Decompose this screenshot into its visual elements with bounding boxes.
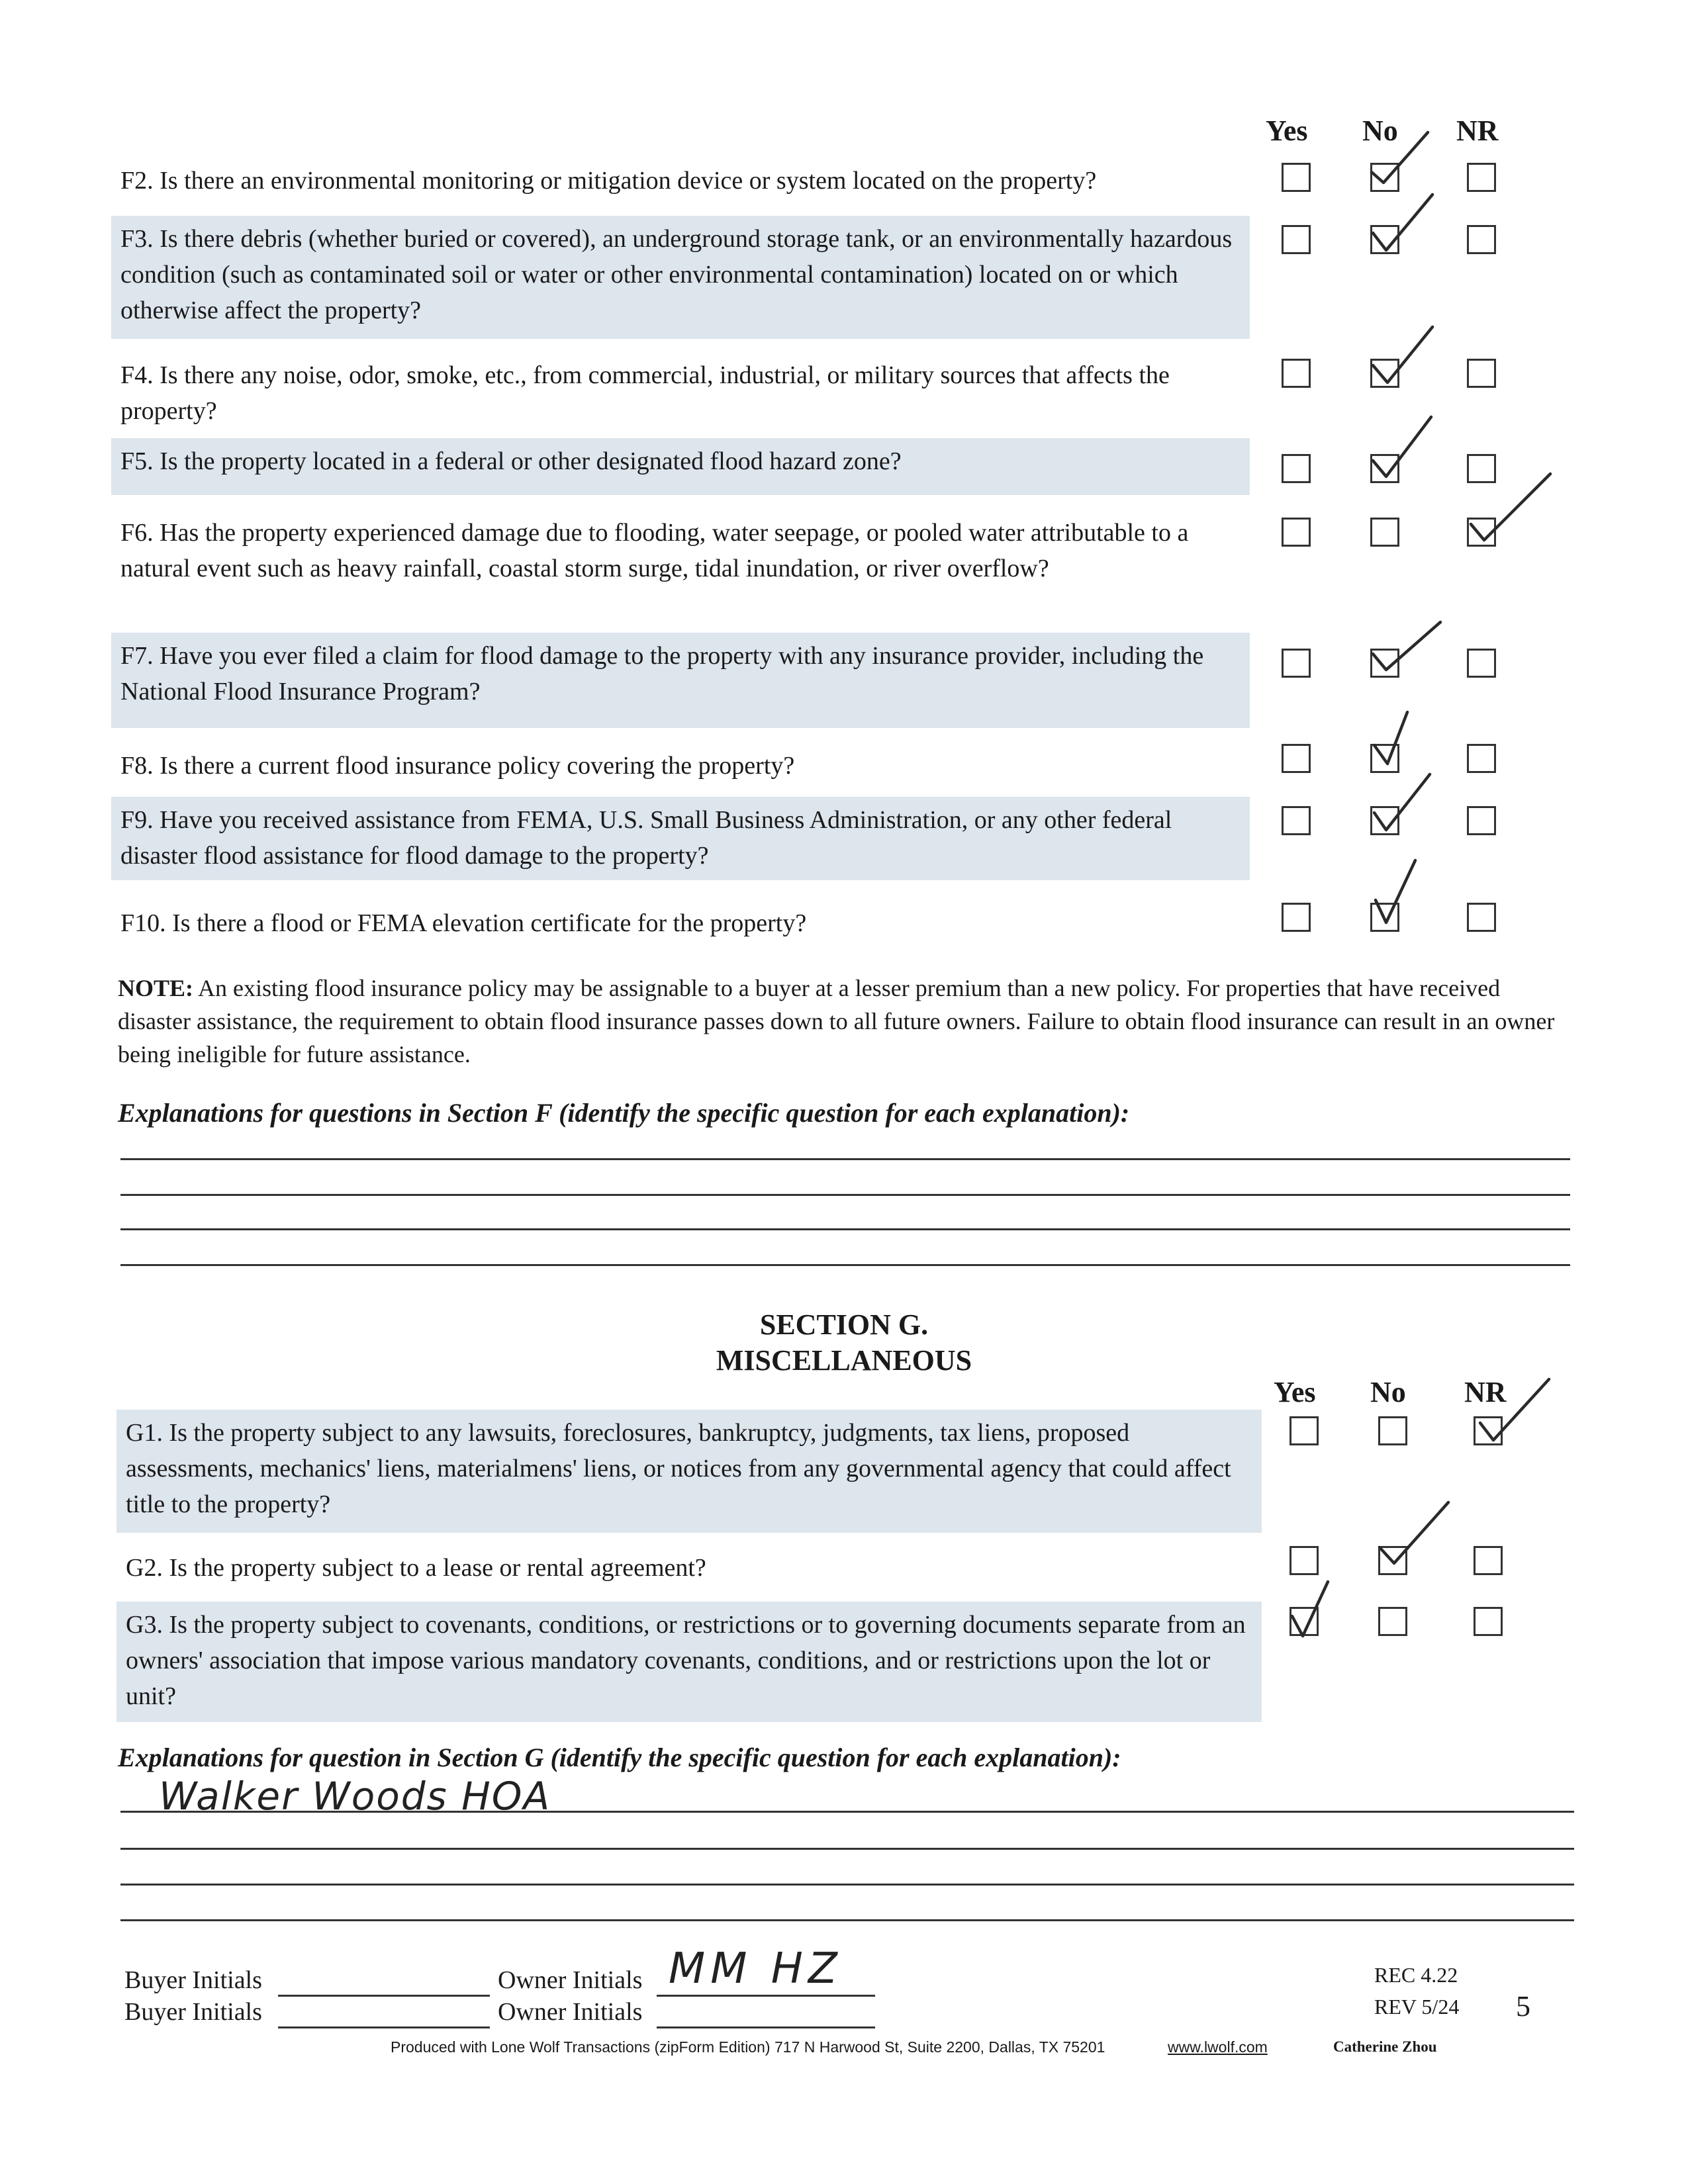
question-f7: F7. Have you ever filed a claim for flood damage to the property with any insurance provider, including the National Flood Insurance Program? — [111, 633, 1250, 728]
form-revision: REV 5/24 — [1374, 1995, 1460, 2019]
section-f-explanation-line-3[interactable] — [120, 1228, 1570, 1230]
f3-yes-checkbox[interactable] — [1282, 225, 1311, 254]
owner-initials-line-2[interactable] — [657, 2026, 875, 2028]
f4-no-checkbox[interactable] — [1370, 359, 1399, 388]
f5-nr-checkbox[interactable] — [1467, 454, 1496, 483]
question-f10: F10. Is there a flood or FEMA elevation certificate for the property? — [120, 909, 807, 937]
f10-nr-checkbox[interactable] — [1467, 903, 1496, 932]
f4-yes-checkbox[interactable] — [1282, 359, 1311, 388]
f2-yes-checkbox[interactable] — [1282, 163, 1311, 192]
buyer-initials-line-1[interactable] — [278, 1995, 490, 1997]
g2-no-checkbox[interactable] — [1378, 1546, 1407, 1575]
note-label: NOTE: — [118, 975, 194, 1001]
g3-nr-checkbox[interactable] — [1474, 1607, 1503, 1636]
f4-nr-checkbox[interactable] — [1467, 359, 1496, 388]
section-g-explanation-line-3[interactable] — [120, 1884, 1574, 1886]
buyer-initials-label-2: Buyer Initials — [124, 1998, 262, 2026]
col-header-nr: NR — [1456, 114, 1499, 147]
owner-initials-label-1: Owner Initials — [498, 1966, 643, 1994]
section-g-explanation-line-4[interactable] — [120, 1919, 1574, 1921]
f6-no-checkbox[interactable] — [1370, 518, 1399, 547]
page-number: 5 — [1516, 1990, 1530, 2023]
section-g-handwritten-explanation: Walker Woods HOA — [159, 1774, 551, 1819]
user-name: Catherine Zhou — [1333, 2038, 1437, 2055]
f6-yes-checkbox[interactable] — [1282, 518, 1311, 547]
section-g-title: SECTION G. — [759, 1308, 929, 1341]
f7-yes-checkbox[interactable] — [1282, 649, 1311, 678]
question-f3: F3. Is there debris (whether buried or covered), an underground storage tank, or an environmentally hazardous condition (such as contaminated soil or water or other environmental contamination) located on or which otherwise affect the property? — [111, 216, 1250, 339]
g3-yes-checkbox[interactable] — [1289, 1607, 1319, 1636]
section-f-explanation-line-4[interactable] — [120, 1264, 1570, 1266]
question-f8: F8. Is there a current flood insurance policy covering the property? — [120, 752, 795, 780]
f7-nr-checkbox[interactable] — [1467, 649, 1496, 678]
section-f-explanation-line-1[interactable] — [120, 1158, 1570, 1160]
section-g-subtitle: MISCELLANEOUS — [716, 1344, 972, 1377]
g1-yes-checkbox[interactable] — [1289, 1416, 1319, 1445]
f10-no-checkbox[interactable] — [1370, 903, 1399, 932]
g1-nr-checkbox[interactable] — [1474, 1416, 1503, 1445]
g3-no-checkbox[interactable] — [1378, 1607, 1407, 1636]
g-col-header-yes: Yes — [1274, 1376, 1316, 1408]
f5-no-checkbox[interactable] — [1370, 454, 1399, 483]
section-g-explanation-label: Explanations for question in Section G (identify the specific question for each explanation): — [118, 1743, 1121, 1772]
f9-no-checkbox[interactable] — [1370, 806, 1399, 835]
f5-yes-checkbox[interactable] — [1282, 454, 1311, 483]
g2-nr-checkbox[interactable] — [1474, 1546, 1503, 1575]
f7-no-checkbox[interactable] — [1370, 649, 1399, 678]
owner-initials-label-2: Owner Initials — [498, 1998, 643, 2026]
question-f6: F6. Has the property experienced damage due to flooding, water seepage, or pooled water attributable to a natural event such as heavy rainfall, coastal storm surge, tidal inundation, or river overflow? — [120, 519, 1189, 582]
owner-initials-handwritten: MM HZ — [669, 1944, 843, 1993]
section-g-explanation-line-1[interactable] — [120, 1811, 1574, 1813]
question-f9: F9. Have you received assistance from FEMA, U.S. Small Business Administration, or any other federal disaster flood assistance for flood damage to the property? — [111, 797, 1250, 880]
form-code: REC 4.22 — [1374, 1963, 1458, 1987]
buyer-initials-label-1: Buyer Initials — [124, 1966, 262, 1994]
question-g2: G2. Is the property subject to a lease or rental agreement? — [126, 1554, 706, 1582]
owner-initials-line-1[interactable] — [657, 1995, 875, 1997]
section-f-explanation-label: Explanations for questions in Section F (identify the specific question for each explanation): — [118, 1098, 1130, 1128]
question-g1: G1. Is the property subject to any lawsuits, foreclosures, bankruptcy, judgments, tax liens, proposed assessments, mechanics' liens, materialmens' liens, or notices from any governmental agency that could affect title to the property? — [117, 1410, 1262, 1533]
f10-yes-checkbox[interactable] — [1282, 903, 1311, 932]
question-f4: F4. Is there any noise, odor, smoke, etc., from commercial, industrial, or military sources that affects the property? — [120, 361, 1170, 425]
lwolf-website-link[interactable]: www.lwolf.com — [1168, 2038, 1268, 2056]
f8-no-checkbox[interactable] — [1370, 744, 1399, 773]
question-f5: F5. Is the property located in a federal or other designated flood hazard zone? — [111, 438, 1250, 495]
col-header-no: No — [1362, 114, 1398, 147]
f8-nr-checkbox[interactable] — [1467, 744, 1496, 773]
f3-no-checkbox[interactable] — [1370, 225, 1399, 254]
question-f2: F2. Is there an environmental monitoring or mitigation device or system located on the property? — [120, 167, 1097, 195]
section-g-explanation-line-2[interactable] — [120, 1848, 1574, 1850]
flood-insurance-note — [118, 972, 1574, 1071]
produced-with-text: Produced with Lone Wolf Transactions (zipForm Edition) 717 N Harwood St, Suite 2200, Dallas, TX 75201 — [391, 2038, 1105, 2056]
note-text: An existing flood insurance policy may be assignable to a buyer at a lesser premium than a new policy. For properties that have received disaster assistance, the requirement to obtain flood insurance passes down to all future owners. Failure to obtain flood insurance can result in an owner being ineligible for future assistance. — [118, 975, 1555, 1068]
g-col-header-nr: NR — [1464, 1376, 1507, 1408]
g1-no-checkbox[interactable] — [1378, 1416, 1407, 1445]
f2-no-checkbox[interactable] — [1370, 163, 1399, 192]
f6-nr-checkbox[interactable] — [1467, 518, 1496, 547]
g2-yes-checkbox[interactable] — [1289, 1546, 1319, 1575]
f9-yes-checkbox[interactable] — [1282, 806, 1311, 835]
f9-nr-checkbox[interactable] — [1467, 806, 1496, 835]
col-header-yes: Yes — [1266, 114, 1308, 147]
g-col-header-no: No — [1370, 1376, 1406, 1408]
f8-yes-checkbox[interactable] — [1282, 744, 1311, 773]
f2-nr-checkbox[interactable] — [1467, 163, 1496, 192]
question-g3: G3. Is the property subject to covenants, conditions, or restrictions or to governing documents separate from an owners' association that impose various mandatory covenants, conditions, and or restrictions upon the lot or unit? — [117, 1602, 1262, 1722]
buyer-initials-line-2[interactable] — [278, 2026, 490, 2028]
section-f-explanation-line-2[interactable] — [120, 1194, 1570, 1196]
f3-nr-checkbox[interactable] — [1467, 225, 1496, 254]
